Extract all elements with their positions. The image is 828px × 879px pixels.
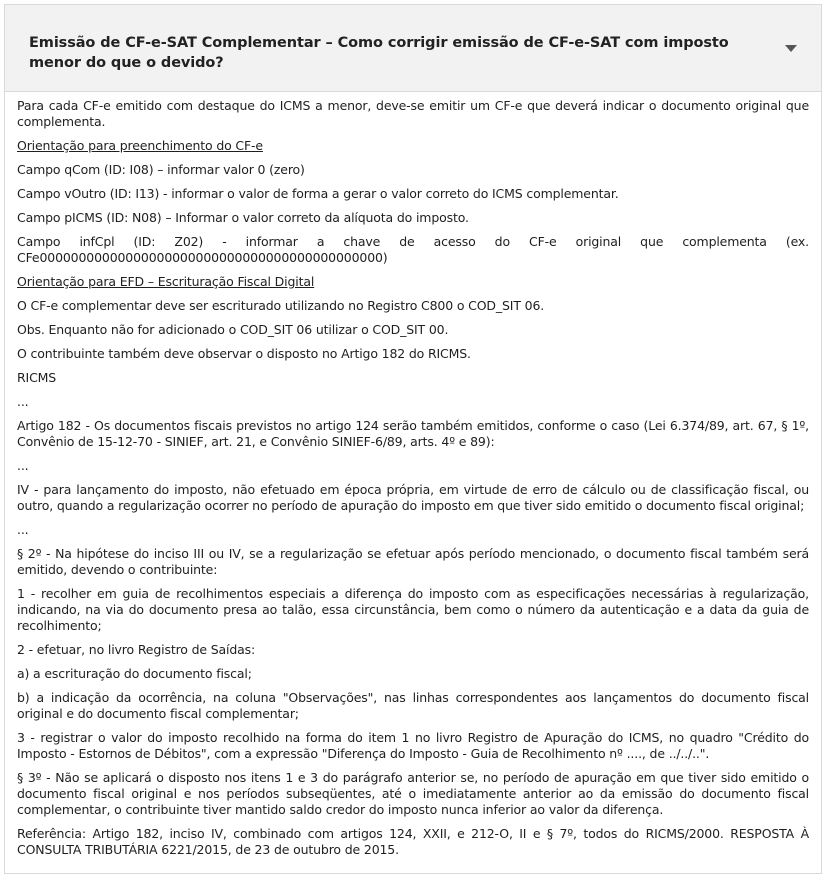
content-paragraph: § 2º - Na hipótese do inciso III ou IV, se a regularização se efetuar após período mencionado, o documento fiscal também será emitido, devendo o contribuinte: [17,546,809,577]
content-paragraph: Campo vOutro (ID: I13) - informar o valor de forma a gerar o valor correto do ICMS complementar. [17,186,619,201]
faq-accordion [4,4,822,874]
content-paragraph: Obs. Enquanto não for adicionado o COD_SIT 06 utilizar o COD_SIT 00. [17,322,449,337]
content-paragraph: ... [17,394,29,409]
content-paragraph: Para cada CF-e emitido com destaque do ICMS a menor, deve-se emitir um CF-e que deverá indicar o documento original que complementa. [17,98,809,129]
content-paragraph: RICMS [17,370,57,385]
content-paragraph: a) a escrituração do documento fiscal; [17,666,252,681]
content-paragraph: 3 - registrar o valor do imposto recolhido na forma do item 1 no livro Registro de Apuração do ICMS, no quadro "Crédito do Imposto - Estornos de Débitos", com a expressão "Diferença do Imposto - Guia de Recolhimento nº ...., de ../../..". [17,730,809,761]
content-paragraph: § 3º - Não se aplicará o disposto nos itens 1 e 3 do parágrafo anterior se, no período de apuração em que tiver sido emitido o documento fiscal original e nos períodos subseqüentes, até o imediatamente anterior ao da emissão do documento fiscal complementar, o contribuinte tiver mantido saldo credor do imposto nunca inferior ao valor da diferença. [17,770,809,817]
content-paragraph: IV - para lançamento do imposto, não efetuado em época própria, em virtude de erro de cálculo ou de classificação fiscal, ou outro, quando a regularização ocorrer no período de apuração do imposto em que tiver sido emitido o documento fiscal original; [17,482,809,513]
content-paragraph: ... [17,458,29,473]
content-paragraph: b) a indicação da ocorrência, na coluna "Observações", nas linhas correspondentes aos lançamentos do documento fiscal original e do documento fiscal complementar; [17,690,809,721]
content-paragraph: Referência: Artigo 182, inciso IV, combinado com artigos 124, XXII, e 212-O, II e § 7º, todos do RICMS/2000. RESPOSTA À CONSULTA TRIBUTÁRIA 6221/2015, de 23 de outubro de 2015. [17,826,809,857]
content-paragraph: 2 - efetuar, no livro Registro de Saídas: [17,642,256,657]
accordion-title: Emissão de CF-e-SAT Complementar – Como corrigir emissão de CF-e-SAT com imposto menor do que o devido? [29,35,729,71]
content-paragraph: Campo infCpl (ID: Z02) - informar a chave de acesso do CF-e original que complementa (ex. CFe00000000000000000000000000000000000000000000) [17,234,809,265]
content-paragraph: Artigo 182 - Os documentos fiscais previstos no artigo 124 serão também emitidos, conforme o caso (Lei 6.374/89, art. 67, § 1º, Convênio de 15-12-70 - SINIEF, art. 21, e Convênio SINIEF-6/89, arts. 4º e 89): [17,418,809,449]
section-heading: Orientação para preenchimento do CF-e [17,138,263,153]
section-heading: Orientação para EFD – Escrituração Fiscal Digital [17,274,315,289]
accordion-header[interactable] [5,5,821,92]
content-paragraph: Campo qCom (ID: I08) – informar valor 0 (zero) [17,162,305,177]
content-paragraph: O contribuinte também deve observar o disposto no Artigo 182 do RICMS. [17,346,471,361]
caret-down-icon[interactable] [785,45,797,52]
content-paragraph: O CF-e complementar deve ser escriturado utilizando no Registro C800 o COD_SIT 06. [17,298,545,313]
content-paragraph: 1 - recolher em guia de recolhimentos especiais a diferença do imposto com as especificações necessárias à regularização, indicando, na via do documento presa ao talão, essa circunstância, bem como o número da autenticação e a data da guia de recolhimento; [17,586,809,633]
content-paragraph: Campo pICMS (ID: N08) – Informar o valor correto da alíquota do imposto. [17,210,469,225]
accordion-content [5,92,809,858]
content-paragraph: ... [17,522,29,537]
